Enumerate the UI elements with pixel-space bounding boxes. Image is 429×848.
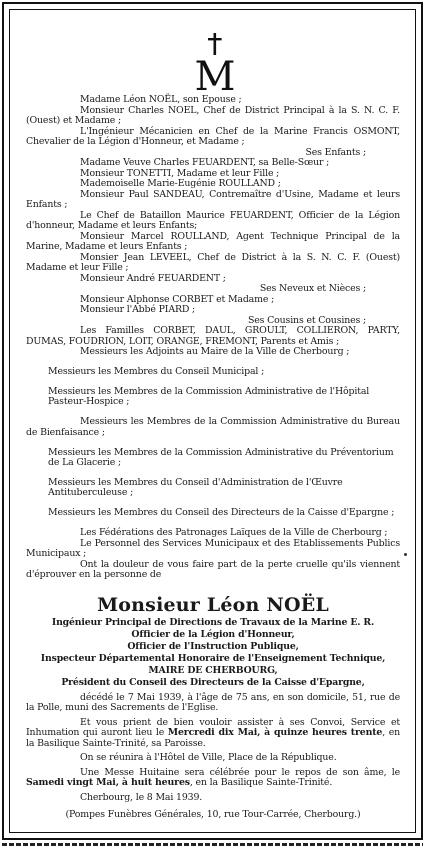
deceased-title-line: Officier de l'Instruction Publique, <box>127 640 299 652</box>
mourner-entry: Messieurs les Membres du Conseil des Directeurs de la Caisse d'Epargne ; <box>48 507 395 519</box>
deceased-title-line: Inspecteur Départemental Honoraire de l'Enseignement Technique, <box>40 652 386 664</box>
mourner-entry: Monsier Jean LEVEEL, Chef de District à la S. N. C. F. (Ouest) Madame et leur Fille ; <box>26 251 400 273</box>
monogram-letter: M <box>194 54 235 93</box>
mourner-entry: Le Chef de Bataillon Maurice FEUARDENT, Officier de la Légion d'honneur, Madame et leurs Enfants; <box>26 209 400 231</box>
gathering-notice: On se réunira à l'Hôtel de Ville, Place de la République. <box>80 752 337 764</box>
deceased-block <box>26 593 400 689</box>
mourner-entry: Messieurs les Membres du Conseil Municipal ; <box>48 365 265 377</box>
mourner-entry: Messieurs les Membres du Conseil d'Administration de l'Œuvre Antituberculeuse ; <box>48 476 343 499</box>
mourner-entry: Monsieur l'Abbé PIARD ; <box>80 304 196 315</box>
mass-text: Une Messe Huitaine sera célébrée pour le repos de son âme, le <box>80 766 400 778</box>
mourner-entry: Monsieur Marcel ROULLAND, Agent Technique Principal de la Marine, Madame et leurs Enfants ; <box>26 230 400 252</box>
mass-place: , en la Basilique Sainte-Trinité. <box>189 777 333 789</box>
deceased-titles <box>26 617 400 689</box>
funeral-notice <box>26 718 400 750</box>
cross-monogram-icon <box>195 33 235 93</box>
deceased-title-line: Président du Conseil des Directeurs de la Caisse d'Epargne, <box>61 676 365 688</box>
funeral-place: , en la Basilique Sainte-Trinité, sa Paroisse. <box>26 727 400 749</box>
deceased-name: Monsieur Léon NOËL <box>97 593 329 616</box>
mourner-entry: Madame Veuve Charles FEUARDENT, sa Belle-Sœur ; <box>80 157 330 168</box>
bottom-rule <box>2 843 423 846</box>
mourner-entry: Ont la douleur de vous faire part de la perte cruelle qu'ils viennent d'éprouver en la personne de <box>26 558 400 581</box>
mourner-entry: Monsieur Alphonse CORBET et Madame ; <box>80 293 275 305</box>
funeral-date: Mercredi dix Mai, à quinze heures trente <box>167 727 383 739</box>
monogram-cross-m <box>0 33 429 97</box>
relationship-heading: Ses Neveux et Nièces ; <box>259 283 366 294</box>
mourner-entry: Les Familles CORBET, DAUL, GROULT, COLLIERON, PARTY, DUMAS, FOUDRION, LOIT, ORANGE, FREMONT, Parents et Amis ; <box>26 325 400 347</box>
mourner-entry: Monsieur Paul SANDEAU, Contremaître d'Usine, Madame et leurs Enfants ; <box>26 188 400 210</box>
mourners-list <box>26 95 400 581</box>
mourner-entry: Monsieur TONETTI, Madame et leur Fille ; <box>80 167 280 179</box>
mourner-entry: Le Personnel des Services Municipaux et des Etablissements Publics Municipaux ; <box>26 537 400 560</box>
mourner-entry: Messieurs les Membres de la Commission Administrative du Bureau de Bienfaisance ; <box>26 416 400 438</box>
mass-notice <box>26 768 400 789</box>
mourner-entry: Mademoiselle Marie-Eugénie ROULLAND ; <box>80 178 281 189</box>
notice-body <box>26 95 400 821</box>
mass-date: Samedi vingt Mai, à huit heures <box>26 777 190 789</box>
mourner-entry: L'Ingénieur Mécanicien en Chef de la Marine Francis OSMONT, Chevalier de la Légion d'Honneur, et Madame ; <box>26 125 400 147</box>
mourner-entry: Monsieur André FEUARDENT ; <box>80 272 226 284</box>
deceased-title-line: Ingénieur Principal de Directions de Travaux de la Marine E. R. <box>51 616 375 628</box>
mourner-entry: Madame Léon NOËL, son Epouse ; <box>80 94 242 105</box>
undertaker-line: (Pompes Funèbres Générales, 10, rue Tour-Carrée, Cherbourg.) <box>65 809 361 821</box>
death-notice: décédé le 7 Mai 1939, à l'âge de 75 ans, en son domicile, 51, rue de la Polle, muni des Sacrements de l'Eglise. <box>26 691 400 714</box>
deceased-title-line: MAIRE DE CHERBOURG, <box>148 664 278 676</box>
mourner-entry: Les Fédérations des Patronages Laïques de la Ville de Cherbourg ; <box>80 527 388 539</box>
mourner-entry: Messieurs les Membres de la Commission Administrative du Préventorium de La Glacerie ; <box>48 446 394 469</box>
place-date: Cherbourg, le 8 Mai 1939. <box>80 791 203 803</box>
funeral-text: Et vous prient de bien vouloir assister à ses Convoi, Service et Inhumation qui auront lieu le <box>26 716 400 739</box>
relationship-heading: Ses Cousins et Cousines ; <box>247 314 366 326</box>
mourner-entry: Messieurs les Adjoints au Maire de la Ville de Cherbourg ; <box>80 346 350 357</box>
print-dot <box>404 553 407 556</box>
mourner-entry: Messieurs les Membres de la Commission Administrative de l'Hôpital Pasteur-Hospice ; <box>48 385 370 408</box>
deceased-title-line: Officier de la Légion d'Honneur, <box>131 628 295 640</box>
relationship-heading: Ses Enfants ; <box>305 146 366 158</box>
mourner-entry: Monsieur Charles NOEL, Chef de District Principal à la S. N. C. F. (Ouest) et Madame ; <box>26 104 400 126</box>
